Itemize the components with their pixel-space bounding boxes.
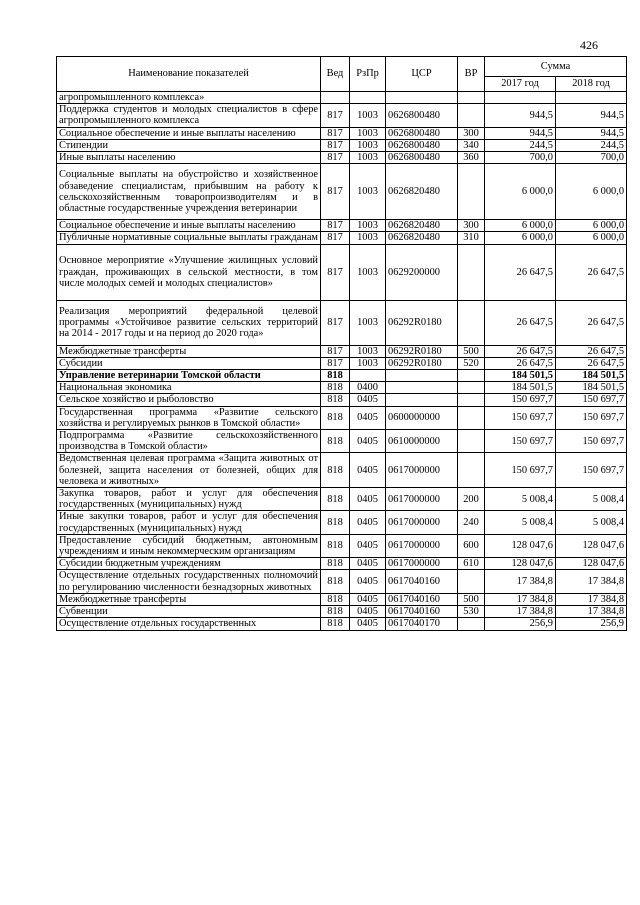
table-row	[57, 220, 627, 232]
row-sum-2017: 26 647,5	[485, 357, 556, 369]
row-sum-2017: 17 384,8	[485, 606, 556, 618]
row-ved: 818	[321, 394, 350, 406]
table-row	[57, 430, 627, 453]
row-rzpr: 0405	[350, 430, 386, 453]
row-csr: 0626820480	[386, 232, 458, 244]
table-row	[57, 394, 627, 406]
table-row	[57, 406, 627, 429]
row-ved: 817	[321, 164, 350, 220]
row-csr: 0617040170	[386, 618, 458, 630]
row-name: Осуществление отдельных государственных полномочий по регулированию численности безнадзорных животных	[57, 570, 321, 593]
row-vr	[458, 394, 485, 406]
row-rzpr: 1003	[350, 300, 386, 345]
row-name: Социальное обеспечение и иные выплаты населению	[57, 220, 321, 232]
row-sum-2017: 184 501,5	[485, 370, 556, 382]
table-row	[57, 370, 627, 382]
row-sum-2017: 26 647,5	[485, 300, 556, 345]
header-vr: ВР	[458, 57, 485, 92]
row-ved	[321, 92, 350, 104]
table-row	[57, 164, 627, 220]
header-csr: ЦСР	[386, 57, 458, 92]
row-name: Реализация мероприятий федеральной целевой программы «Устойчивое развитие сельских территорий на 2014 - 2017 годы и на период до 2020 года»	[57, 300, 321, 345]
row-rzpr: 0405	[350, 488, 386, 511]
row-sum-2017: 5 008,4	[485, 511, 556, 534]
row-rzpr: 1003	[350, 104, 386, 127]
table-row	[57, 152, 627, 164]
row-sum-2018: 150 697,7	[556, 406, 627, 429]
row-name: Субсидии	[57, 357, 321, 369]
row-sum-2018: 26 647,5	[556, 357, 627, 369]
row-name: Межбюджетные трансферты	[57, 593, 321, 605]
row-sum-2017: 128 047,6	[485, 558, 556, 570]
row-vr	[458, 570, 485, 593]
header-name: Наименование показателей	[57, 57, 321, 92]
budget-table	[56, 56, 627, 631]
row-ved: 817	[321, 220, 350, 232]
row-sum-2018: 17 384,8	[556, 570, 627, 593]
row-sum-2017: 17 384,8	[485, 593, 556, 605]
row-ved: 817	[321, 127, 350, 139]
row-vr: 530	[458, 606, 485, 618]
row-vr	[458, 382, 485, 394]
row-sum-2018: 26 647,5	[556, 244, 627, 300]
row-sum-2017: 184 501,5	[485, 382, 556, 394]
row-sum-2018: 700,0	[556, 152, 627, 164]
row-vr	[458, 244, 485, 300]
row-rzpr: 0405	[350, 570, 386, 593]
row-sum-2018: 128 047,6	[556, 534, 627, 557]
header-ved: Вед	[321, 57, 350, 92]
table-row	[57, 104, 627, 127]
row-rzpr: 0405	[350, 534, 386, 557]
row-rzpr	[350, 370, 386, 382]
row-csr: 0626820480	[386, 220, 458, 232]
row-name: Подпрограмма «Развитие сельскохозяйственного производства в Томской области»	[57, 430, 321, 453]
row-rzpr: 1003	[350, 220, 386, 232]
table-row	[57, 593, 627, 605]
header-year-2017: 2017 год	[485, 76, 556, 91]
row-ved: 817	[321, 244, 350, 300]
header-sum: Сумма	[485, 57, 627, 77]
row-rzpr: 1003	[350, 357, 386, 369]
row-sum-2017: 150 697,7	[485, 453, 556, 488]
row-rzpr: 1003	[350, 152, 386, 164]
row-name: Национальная экономика	[57, 382, 321, 394]
row-csr	[386, 382, 458, 394]
row-sum-2018: 150 697,7	[556, 430, 627, 453]
row-ved: 818	[321, 534, 350, 557]
row-rzpr: 1003	[350, 232, 386, 244]
table-row	[57, 511, 627, 534]
table-row	[57, 606, 627, 618]
row-csr: 0626800480	[386, 152, 458, 164]
row-rzpr: 1003	[350, 164, 386, 220]
row-name: Предоставление субсидий бюджетным, автономным учреждениям и иным некоммерческим организациям	[57, 534, 321, 557]
table-row	[57, 127, 627, 139]
row-sum-2018: 944,5	[556, 104, 627, 127]
table-row	[57, 618, 627, 630]
table-row	[57, 558, 627, 570]
row-vr: 600	[458, 534, 485, 557]
row-csr: 0617000000	[386, 511, 458, 534]
row-vr: 500	[458, 593, 485, 605]
row-name: Осуществление отдельных государственных	[57, 618, 321, 630]
table-row	[57, 92, 627, 104]
row-vr: 240	[458, 511, 485, 534]
row-ved: 817	[321, 104, 350, 127]
table-row	[57, 453, 627, 488]
row-sum-2017: 128 047,6	[485, 534, 556, 557]
row-sum-2018: 256,9	[556, 618, 627, 630]
row-sum-2018: 128 047,6	[556, 558, 627, 570]
row-vr: 310	[458, 232, 485, 244]
row-sum-2017: 256,9	[485, 618, 556, 630]
row-name: Управление ветеринарии Томской области	[57, 370, 321, 382]
row-sum-2018	[556, 92, 627, 104]
row-sum-2018: 5 008,4	[556, 488, 627, 511]
row-sum-2017: 6 000,0	[485, 164, 556, 220]
row-sum-2018: 17 384,8	[556, 606, 627, 618]
row-csr	[386, 92, 458, 104]
row-ved: 818	[321, 570, 350, 593]
row-csr: 0617040160	[386, 570, 458, 593]
header-year-2018: 2018 год	[556, 76, 627, 91]
row-ved: 817	[321, 357, 350, 369]
row-csr: 0629200000	[386, 244, 458, 300]
row-sum-2018: 5 008,4	[556, 511, 627, 534]
row-name: Стипендии	[57, 139, 321, 151]
row-ved: 818	[321, 453, 350, 488]
row-vr: 360	[458, 152, 485, 164]
row-name: Субсидии бюджетным учреждениям	[57, 558, 321, 570]
row-ved: 818	[321, 406, 350, 429]
row-vr: 200	[458, 488, 485, 511]
row-ved: 818	[321, 606, 350, 618]
row-sum-2018: 6 000,0	[556, 232, 627, 244]
row-vr: 520	[458, 357, 485, 369]
row-vr	[458, 164, 485, 220]
row-sum-2017: 944,5	[485, 127, 556, 139]
row-name: Межбюджетные трансферты	[57, 345, 321, 357]
table-row	[57, 534, 627, 557]
row-csr: 06292R0180	[386, 357, 458, 369]
table-row	[57, 300, 627, 345]
row-sum-2017: 5 008,4	[485, 488, 556, 511]
row-csr: 0626800480	[386, 104, 458, 127]
row-name: Социальные выплаты на обустройство и хозяйственное обзаведение специалистам, прибывшим на работу к сельскохозяйственным товаропроизводителям и в областные государственные учреждения ветеринарии	[57, 164, 321, 220]
table-row	[57, 382, 627, 394]
table-row	[57, 232, 627, 244]
row-ved: 818	[321, 511, 350, 534]
row-ved: 817	[321, 345, 350, 357]
header-rzpr: РзПр	[350, 57, 386, 92]
row-rzpr: 0405	[350, 406, 386, 429]
row-sum-2017: 150 697,7	[485, 406, 556, 429]
row-name: Ведомственная целевая программа «Защита животных от болезней, защита населения от болезней, общих для человека и животных»	[57, 453, 321, 488]
row-name: Поддержка студентов и молодых специалистов в сфере агропромышленного комплекса	[57, 104, 321, 127]
row-vr	[458, 370, 485, 382]
row-rzpr: 0405	[350, 618, 386, 630]
row-ved: 818	[321, 488, 350, 511]
row-vr: 340	[458, 139, 485, 151]
row-name: агропромышленного комплекса»	[57, 92, 321, 104]
row-sum-2018: 6 000,0	[556, 164, 627, 220]
row-vr	[458, 406, 485, 429]
row-vr: 300	[458, 220, 485, 232]
row-sum-2018: 944,5	[556, 127, 627, 139]
table-row	[57, 244, 627, 300]
row-csr: 0617000000	[386, 488, 458, 511]
row-rzpr: 0405	[350, 394, 386, 406]
row-name: Сельское хозяйство и рыболовство	[57, 394, 321, 406]
row-name: Публичные нормативные социальные выплаты гражданам	[57, 232, 321, 244]
row-sum-2017: 700,0	[485, 152, 556, 164]
row-ved: 818	[321, 382, 350, 394]
row-ved: 818	[321, 593, 350, 605]
row-rzpr: 0405	[350, 453, 386, 488]
row-csr: 0617040160	[386, 593, 458, 605]
row-rzpr: 0405	[350, 511, 386, 534]
row-csr: 0626800480	[386, 127, 458, 139]
row-ved: 818	[321, 370, 350, 382]
table-row	[57, 570, 627, 593]
row-rzpr: 0405	[350, 558, 386, 570]
row-ved: 818	[321, 430, 350, 453]
table-row	[57, 139, 627, 151]
row-vr	[458, 618, 485, 630]
row-sum-2018: 26 647,5	[556, 300, 627, 345]
row-csr: 0617000000	[386, 558, 458, 570]
row-name: Государственная программа «Развитие сельского хозяйства и регулируемых рынков в Томской области»	[57, 406, 321, 429]
row-rzpr: 0405	[350, 606, 386, 618]
row-ved: 817	[321, 232, 350, 244]
row-sum-2018: 184 501,5	[556, 370, 627, 382]
row-ved: 818	[321, 618, 350, 630]
row-sum-2017: 150 697,7	[485, 430, 556, 453]
row-rzpr: 1003	[350, 345, 386, 357]
row-sum-2018: 26 647,5	[556, 345, 627, 357]
row-csr: 0600000000	[386, 406, 458, 429]
table-body	[57, 92, 627, 631]
row-sum-2018: 17 384,8	[556, 593, 627, 605]
row-vr	[458, 104, 485, 127]
row-vr	[458, 453, 485, 488]
row-sum-2017: 944,5	[485, 104, 556, 127]
table-row	[57, 357, 627, 369]
row-sum-2017: 6 000,0	[485, 220, 556, 232]
row-csr: 0617000000	[386, 453, 458, 488]
table-header	[57, 57, 627, 92]
row-sum-2018: 6 000,0	[556, 220, 627, 232]
row-name: Субвенции	[57, 606, 321, 618]
row-vr: 610	[458, 558, 485, 570]
row-rzpr: 1003	[350, 127, 386, 139]
row-sum-2017: 26 647,5	[485, 244, 556, 300]
row-sum-2018: 244,5	[556, 139, 627, 151]
row-name: Основное мероприятие «Улучшение жилищных условий граждан, проживающих в сельской местности, в том числе молодых семей и молодых специалистов»	[57, 244, 321, 300]
row-csr: 0626820480	[386, 164, 458, 220]
row-sum-2018: 150 697,7	[556, 394, 627, 406]
row-sum-2017	[485, 92, 556, 104]
row-ved: 818	[321, 558, 350, 570]
row-ved: 817	[321, 152, 350, 164]
page-number: 426	[580, 38, 598, 52]
row-rzpr: 1003	[350, 244, 386, 300]
row-rzpr: 0400	[350, 382, 386, 394]
row-csr: 06292R0180	[386, 300, 458, 345]
row-vr	[458, 92, 485, 104]
row-vr: 300	[458, 127, 485, 139]
row-name: Социальное обеспечение и иные выплаты населению	[57, 127, 321, 139]
row-sum-2017: 6 000,0	[485, 232, 556, 244]
row-csr: 0626800480	[386, 139, 458, 151]
table-row	[57, 488, 627, 511]
row-vr: 500	[458, 345, 485, 357]
row-csr: 06292R0180	[386, 345, 458, 357]
row-sum-2017: 150 697,7	[485, 394, 556, 406]
row-csr	[386, 370, 458, 382]
row-name: Закупка товаров, работ и услуг для обеспечения государственных (муниципальных) нужд	[57, 488, 321, 511]
row-sum-2018: 150 697,7	[556, 453, 627, 488]
row-sum-2017: 26 647,5	[485, 345, 556, 357]
row-rzpr: 0405	[350, 593, 386, 605]
row-sum-2017: 244,5	[485, 139, 556, 151]
row-csr: 0617040160	[386, 606, 458, 618]
row-sum-2017: 17 384,8	[485, 570, 556, 593]
table-row	[57, 345, 627, 357]
row-vr	[458, 300, 485, 345]
row-name: Иные закупки товаров, работ и услуг для обеспечения государственных (муниципальных) нужд	[57, 511, 321, 534]
row-rzpr	[350, 92, 386, 104]
row-csr: 0610000000	[386, 430, 458, 453]
row-vr	[458, 430, 485, 453]
row-name: Иные выплаты населению	[57, 152, 321, 164]
row-csr: 0617000000	[386, 534, 458, 557]
row-csr	[386, 394, 458, 406]
row-rzpr: 1003	[350, 139, 386, 151]
row-ved: 817	[321, 300, 350, 345]
row-sum-2018: 184 501,5	[556, 382, 627, 394]
row-ved: 817	[321, 139, 350, 151]
